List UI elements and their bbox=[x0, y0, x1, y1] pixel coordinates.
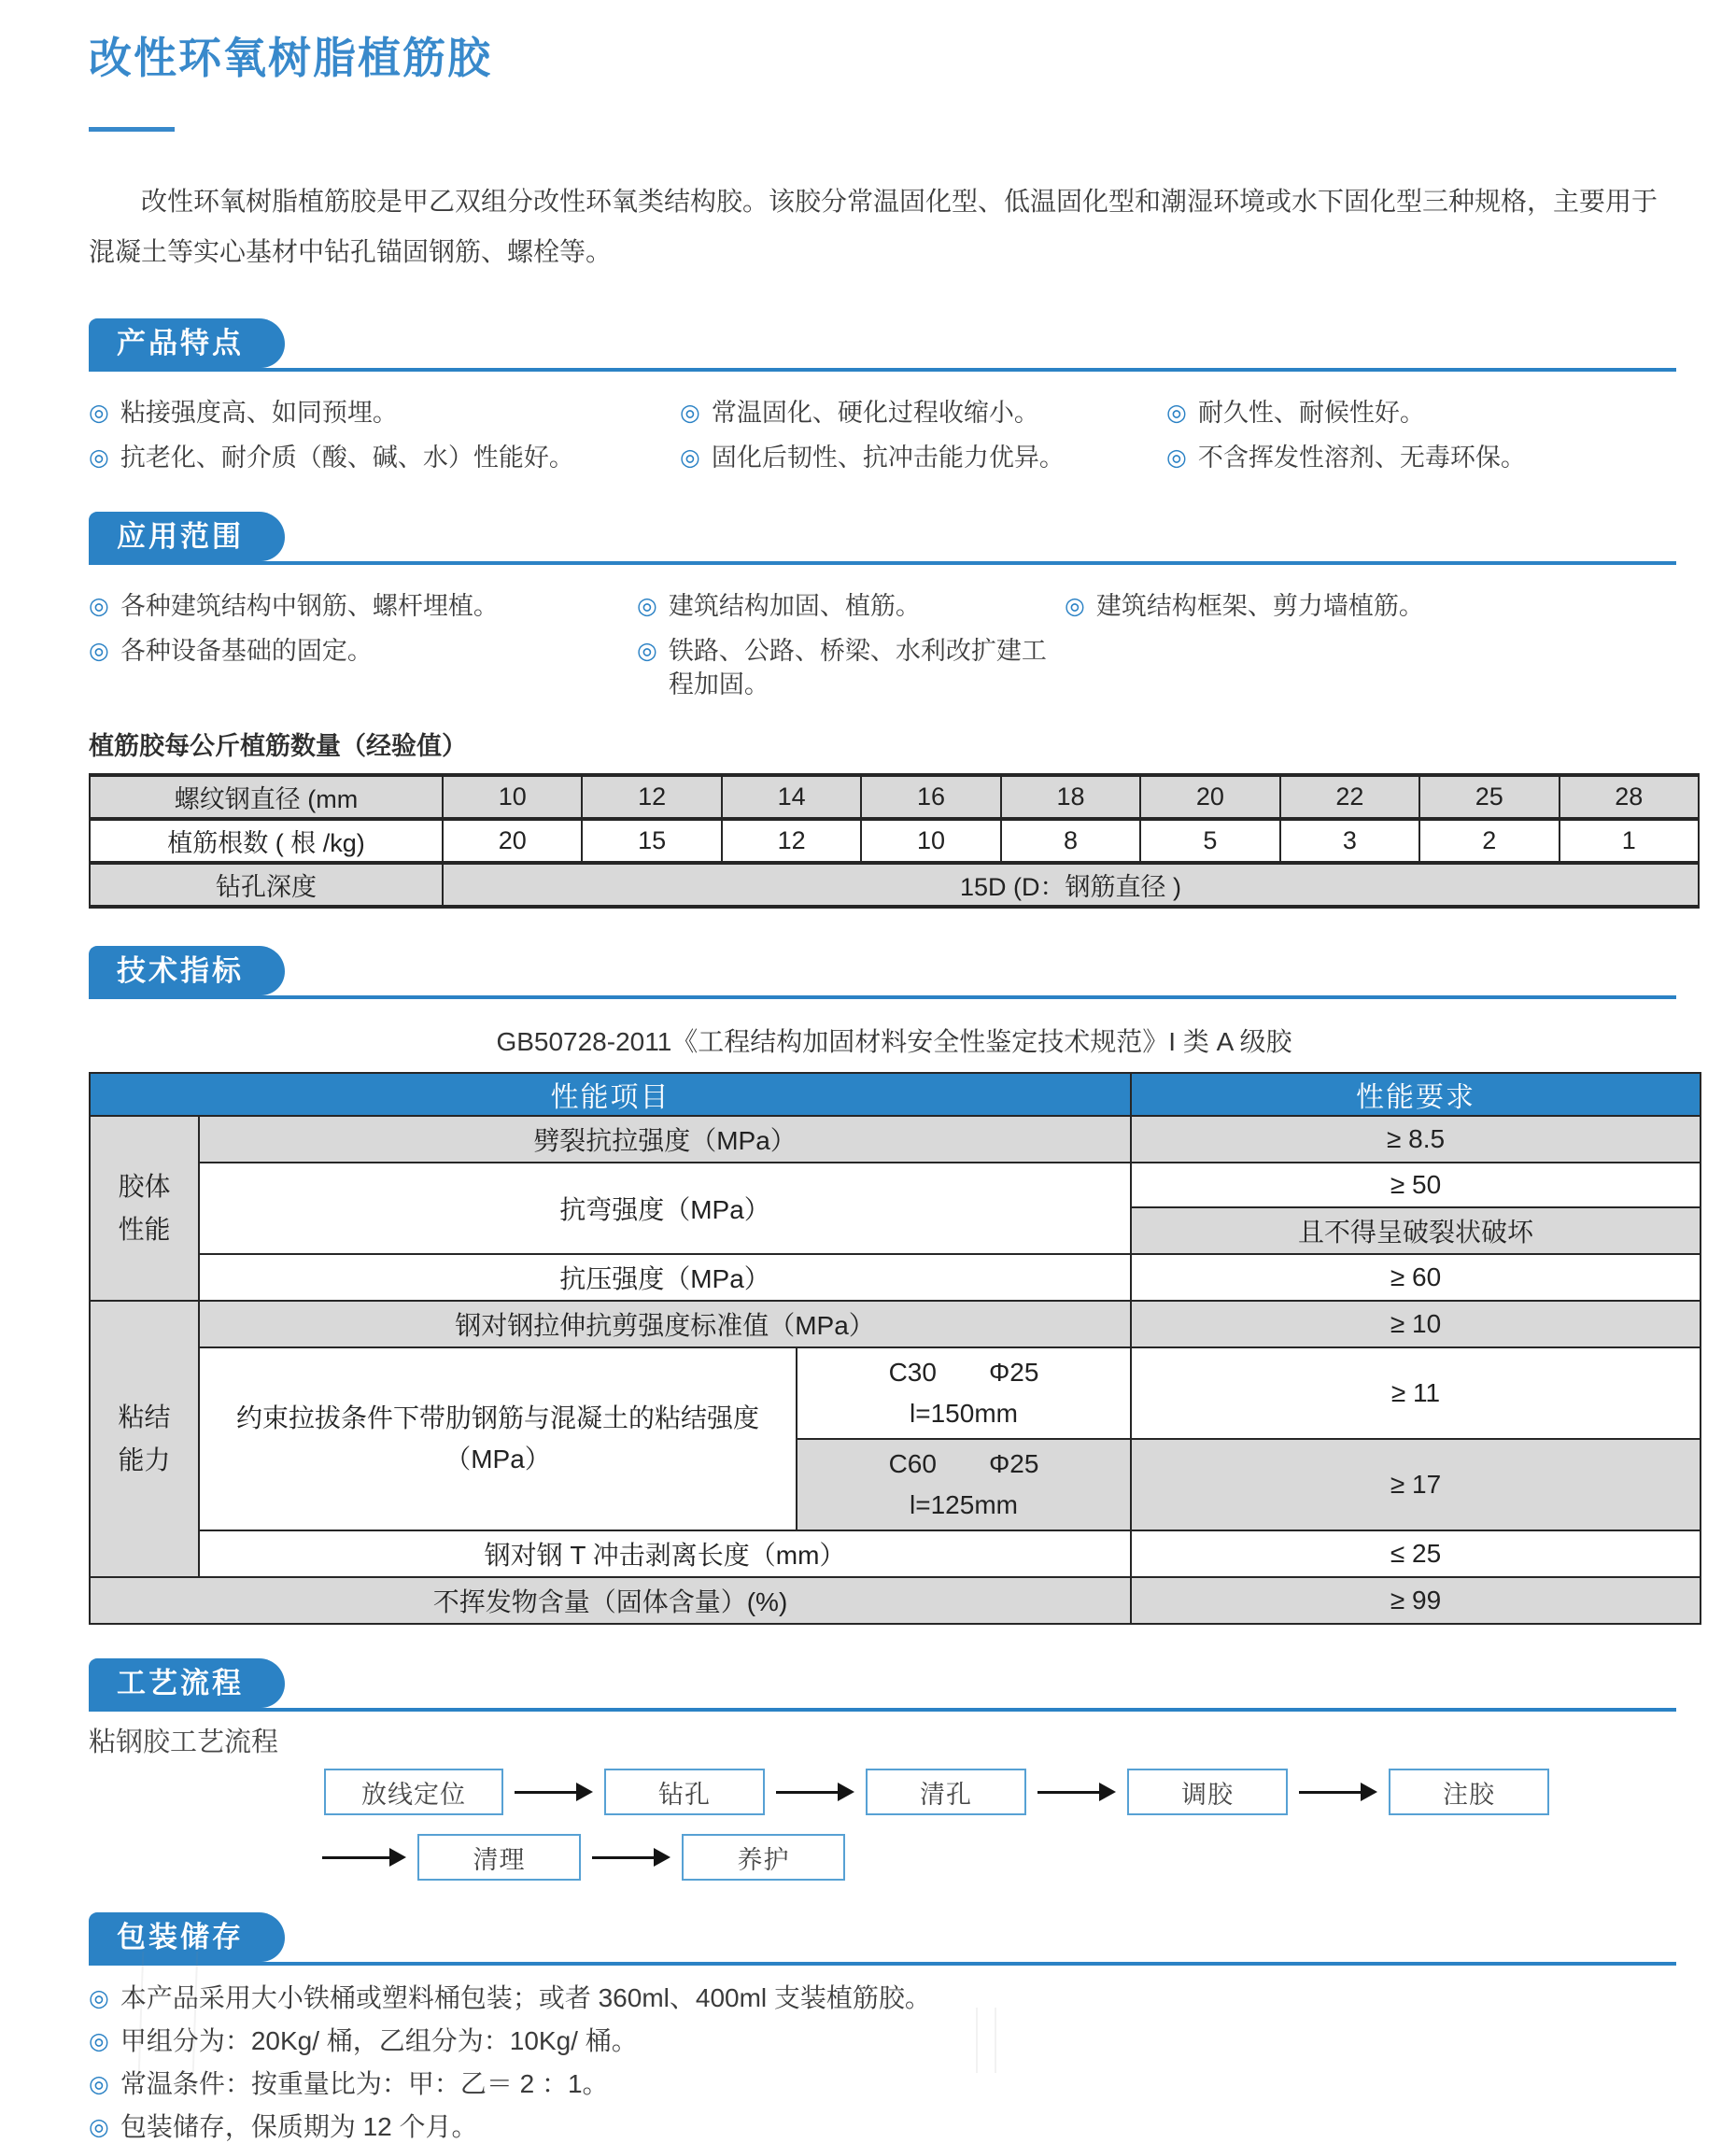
application-item bbox=[637, 634, 1065, 701]
application-text: 各种建筑结构中钢筋、螺杆埋植。 bbox=[120, 592, 499, 620]
feature-text: 常温固化、硬化过程收缩小。 bbox=[711, 399, 1039, 427]
count-cell: 12 bbox=[722, 819, 861, 863]
packaging-text: 甲组分为：20Kg/ 桶，乙组分为：10Kg/ 桶。 bbox=[120, 2026, 638, 2055]
double-circle-bullet-icon: ◎ bbox=[89, 2028, 109, 2054]
packaging-text: 常温条件：按重量比为：甲：乙＝ 2 ：1。 bbox=[120, 2069, 609, 2098]
condition-cell: C60 Φ25 l=125mm bbox=[797, 1439, 1131, 1530]
section-header-features bbox=[89, 318, 1676, 372]
dosage-table-title: 植筋胶每公斤植筋数量（经验值） bbox=[89, 732, 467, 760]
double-circle-bullet-icon: ◎ bbox=[637, 593, 657, 619]
table-row bbox=[90, 1254, 1701, 1301]
application-item bbox=[1065, 589, 1700, 623]
applications-list bbox=[89, 589, 1700, 701]
tech-heading-badge: 技术指标 bbox=[89, 946, 285, 995]
feature-item bbox=[89, 441, 680, 474]
application-text: 铁路、公路、桥梁、水利改扩建工程加固。 bbox=[668, 637, 1047, 698]
count-cell: 3 bbox=[1280, 819, 1419, 863]
feature-text: 粘接强度高、如同预埋。 bbox=[120, 399, 398, 427]
double-circle-bullet-icon: ◎ bbox=[89, 400, 109, 426]
group-cell: 胶体性能 bbox=[90, 1116, 199, 1301]
group-cell: 粘结能力 bbox=[90, 1301, 199, 1577]
application-text: 各种设备基础的固定。 bbox=[120, 637, 373, 665]
count-cell: 15 bbox=[582, 819, 721, 863]
packaging-text: 本产品采用大小铁桶或塑料桶包装；或者 360ml、400ml 支装植筋胶。 bbox=[120, 1983, 931, 2012]
requirement-cell: ≥ 99 bbox=[1131, 1577, 1701, 1624]
packaging-text: 包装储存，保质期为 12 个月。 bbox=[120, 2112, 478, 2141]
table-row bbox=[90, 775, 1699, 819]
table-row bbox=[90, 1301, 1701, 1347]
feature-item bbox=[1166, 441, 1700, 474]
packaging-list bbox=[89, 1982, 1700, 2143]
packaging-item bbox=[89, 2025, 1700, 2057]
double-circle-bullet-icon: ◎ bbox=[89, 593, 109, 619]
requirement-cell: 且不得呈破裂状破坏 bbox=[1131, 1207, 1701, 1254]
property-cell: 钢对钢拉伸抗剪强度标准值（MPa） bbox=[199, 1301, 1131, 1347]
process-flow-row-1 bbox=[324, 1769, 1736, 1815]
process-heading-badge: 工艺流程 bbox=[89, 1658, 285, 1708]
dosage-table bbox=[89, 773, 1700, 909]
diameter-cell: 18 bbox=[1001, 775, 1140, 819]
double-circle-bullet-icon: ◎ bbox=[637, 638, 657, 664]
application-text: 建筑结构框架、剪力墙植筋。 bbox=[1095, 592, 1424, 620]
double-circle-bullet-icon: ◎ bbox=[1166, 400, 1187, 426]
arrow-right-icon bbox=[592, 1848, 670, 1867]
flow-step-box: 调胶 bbox=[1127, 1769, 1288, 1815]
section-header-tech bbox=[89, 946, 1676, 999]
double-circle-bullet-icon: ◎ bbox=[89, 2071, 109, 2097]
count-cell: 10 bbox=[861, 819, 1000, 863]
table-header-row bbox=[90, 1073, 1701, 1116]
arrow-right-icon bbox=[776, 1783, 854, 1801]
row-label: 植筋根数 ( 根 /kg) bbox=[90, 819, 443, 863]
packaging-item bbox=[89, 2068, 1700, 2100]
process-flow-row-2 bbox=[322, 1834, 1736, 1881]
watermark-sketch bbox=[976, 2008, 996, 2073]
requirement-cell: ≤ 25 bbox=[1131, 1530, 1701, 1577]
features-heading-badge: 产品特点 bbox=[89, 318, 285, 368]
count-cell: 1 bbox=[1560, 819, 1700, 863]
column-header-item: 性能项目 bbox=[90, 1073, 1131, 1116]
double-circle-bullet-icon: ◎ bbox=[89, 638, 109, 664]
title-underline-dash bbox=[89, 127, 175, 132]
double-circle-bullet-icon: ◎ bbox=[680, 400, 700, 426]
property-cell: 不挥发物含量（固体含量）(%) bbox=[90, 1577, 1131, 1624]
packaging-heading-badge: 包装储存 bbox=[89, 1912, 285, 1962]
requirement-cell: ≥ 10 bbox=[1131, 1301, 1701, 1347]
count-cell: 20 bbox=[443, 819, 582, 863]
tech-standard-subtitle: GB50728-2011《工程结构加固材料安全性鉴定技术规范》I 类 A 级胶 bbox=[496, 1027, 1292, 1056]
double-circle-bullet-icon: ◎ bbox=[680, 444, 700, 471]
table-row bbox=[90, 1163, 1701, 1207]
applications-heading-badge: 应用范围 bbox=[89, 512, 285, 561]
diameter-cell: 28 bbox=[1560, 775, 1700, 819]
tech-specs-table bbox=[89, 1072, 1701, 1625]
double-circle-bullet-icon: ◎ bbox=[89, 444, 109, 471]
requirement-cell: ≥ 50 bbox=[1131, 1163, 1701, 1207]
section-header-process bbox=[89, 1658, 1676, 1712]
section-header-packaging bbox=[89, 1912, 1676, 1966]
feature-item bbox=[680, 396, 1166, 430]
double-circle-bullet-icon: ◎ bbox=[1166, 444, 1187, 471]
diameter-cell: 22 bbox=[1280, 775, 1419, 819]
application-item bbox=[89, 589, 637, 623]
double-circle-bullet-icon: ◎ bbox=[89, 2114, 109, 2140]
count-cell: 8 bbox=[1001, 819, 1140, 863]
diameter-cell: 20 bbox=[1140, 775, 1279, 819]
flow-step-box: 清孔 bbox=[866, 1769, 1026, 1815]
flow-step-box: 注胶 bbox=[1389, 1769, 1549, 1815]
requirement-cell: ≥ 60 bbox=[1131, 1254, 1701, 1301]
feature-item bbox=[89, 396, 680, 430]
table-row bbox=[90, 1347, 1701, 1439]
requirement-cell: ≥ 17 bbox=[1131, 1439, 1701, 1530]
packaging-item bbox=[89, 1982, 1700, 2014]
condition-cell: C30 Φ25 l=150mm bbox=[797, 1347, 1131, 1439]
section-header-applications bbox=[89, 512, 1676, 565]
depth-cell: 15D (D：钢筋直径 ) bbox=[443, 863, 1699, 907]
arrow-right-icon bbox=[322, 1848, 406, 1867]
arrow-right-icon bbox=[1037, 1783, 1116, 1801]
watermark-sketch bbox=[138, 1952, 199, 2073]
feature-text: 固化后韧性、抗冲击能力优异。 bbox=[711, 444, 1065, 472]
property-cell: 钢对钢 T 冲击剥离长度（mm） bbox=[199, 1530, 1131, 1577]
feature-text: 不含挥发性溶剂、无毒环保。 bbox=[1197, 444, 1526, 472]
property-cell: 约束拉拔条件下带肋钢筋与混凝土的粘结强度 （MPa） bbox=[199, 1347, 797, 1530]
flow-step-box: 养护 bbox=[682, 1834, 845, 1881]
application-item bbox=[637, 589, 1065, 623]
column-header-req: 性能要求 bbox=[1131, 1073, 1701, 1116]
application-text: 建筑结构加固、植筋。 bbox=[668, 592, 921, 620]
arrow-right-icon bbox=[515, 1783, 593, 1801]
flow-step-box: 清理 bbox=[417, 1834, 581, 1881]
table-row bbox=[90, 819, 1699, 863]
double-circle-bullet-icon: ◎ bbox=[89, 1985, 109, 2011]
row-label: 钻孔深度 bbox=[90, 863, 443, 907]
diameter-cell: 12 bbox=[582, 775, 721, 819]
intro-paragraph: 改性环氧树脂植筋胶是甲乙双组分改性环氧类结构胶。该胶分常温固化型、低温固化型和潮湿环境或水下固化型三种规格，主要用于混凝土等实心基材中钻孔锚固钢筋、螺栓等。 bbox=[89, 187, 1658, 266]
diameter-cell: 25 bbox=[1419, 775, 1559, 819]
feature-item bbox=[680, 441, 1166, 474]
flow-step-box: 钻孔 bbox=[604, 1769, 765, 1815]
flow-step-box: 放线定位 bbox=[324, 1769, 503, 1815]
requirement-cell: ≥ 8.5 bbox=[1131, 1116, 1701, 1163]
count-cell: 5 bbox=[1140, 819, 1279, 863]
diameter-cell: 16 bbox=[861, 775, 1000, 819]
arrow-right-icon bbox=[1299, 1783, 1377, 1801]
diameter-cell: 14 bbox=[722, 775, 861, 819]
table-row bbox=[90, 1530, 1701, 1577]
double-circle-bullet-icon: ◎ bbox=[1065, 593, 1085, 619]
property-cell: 抗压强度（MPa） bbox=[199, 1254, 1131, 1301]
table-row bbox=[90, 1116, 1701, 1163]
diameter-cell: 10 bbox=[443, 775, 582, 819]
process-flow-label: 粘钢胶工艺流程 bbox=[89, 1727, 279, 1757]
application-item bbox=[89, 634, 637, 701]
table-row bbox=[90, 863, 1699, 907]
table-row bbox=[90, 1577, 1701, 1624]
requirement-cell: ≥ 11 bbox=[1131, 1347, 1701, 1439]
features-list bbox=[89, 396, 1700, 474]
feature-text: 抗老化、耐介质（酸、碱、水）性能好。 bbox=[120, 444, 574, 472]
row-label: 螺纹钢直径 (mm bbox=[90, 775, 443, 819]
feature-item bbox=[1166, 396, 1700, 430]
page-title: 改性环氧树脂植筋胶 bbox=[89, 34, 492, 82]
property-cell: 劈裂抗拉强度（MPa） bbox=[199, 1116, 1131, 1163]
feature-text: 耐久性、耐候性好。 bbox=[1197, 399, 1425, 427]
packaging-item bbox=[89, 2111, 1700, 2143]
property-cell: 抗弯强度（MPa） bbox=[199, 1163, 1131, 1254]
count-cell: 2 bbox=[1419, 819, 1559, 863]
